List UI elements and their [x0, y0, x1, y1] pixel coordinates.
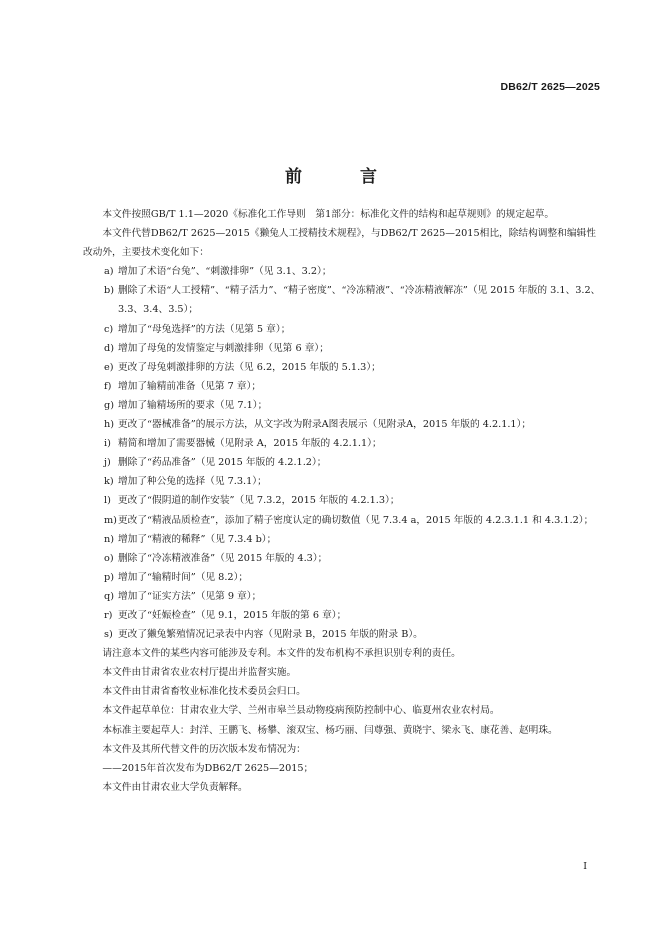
- change-item-marker: p): [104, 571, 114, 583]
- change-item: [83, 472, 603, 491]
- change-item-text: 更改了“精液品质检查”，添加了精子密度认定的确切数值（见 7.3.4 a，2015 年版的 4.2.3.1.1 和 4.3.1.2）；: [118, 514, 594, 526]
- change-item-text: 增加了输精场所的要求（见 7.1）；: [118, 399, 268, 411]
- page-title: 前 言: [285, 167, 403, 187]
- change-item-marker: b): [104, 285, 114, 297]
- change-item: [83, 281, 603, 319]
- change-item: [83, 262, 603, 281]
- closing-paragraph: 本文件及其所代替文件的历次版本发布情况为：: [102, 743, 306, 755]
- change-item: [83, 625, 603, 644]
- change-item-text: 增加了“输精时间”（见 8.2）；: [118, 571, 249, 583]
- change-item: [83, 549, 603, 568]
- change-item: [83, 530, 603, 549]
- change-item: [83, 320, 603, 339]
- change-item-text: 精简和增加了需要器械（见附录 A，2015 年版的 4.2.1.1）；: [118, 438, 382, 450]
- change-item-text: 更改了“妊娠检查”（见 9.1，2015 年版的第 6 章）；: [118, 609, 347, 621]
- intro-paragraph: 本文件按照GB/T 1.1—2020《标准化工作导则 第1部分：标准化文件的结构和起草规则》的规定起草。: [102, 209, 555, 220]
- change-item: [83, 339, 603, 358]
- change-item-text: 删除了术语“人工授精”、“精子活力”、“精子密度”、“冷冻精液”、“冷冻精液解冻”（见 2015 年版的 3.1、3.2、3.3、3.4、3.5）；: [118, 285, 601, 316]
- change-item-marker: q): [104, 590, 114, 602]
- change-item-marker: o): [104, 552, 114, 564]
- change-item-marker: g): [104, 399, 114, 411]
- change-item-marker: e): [104, 361, 114, 373]
- closing-paragraph: 本文件起草单位：甘肃农业大学、兰州市皋兰县动物疫病预防控制中心、临夏州农业农村局。: [102, 705, 500, 717]
- change-item: [83, 568, 603, 587]
- page-number: I: [583, 861, 587, 872]
- change-item-text: 更改了獭兔繁殖情况记录表中内容（见附录 B，2015 年版的附录 B）。: [118, 629, 423, 641]
- closing-paragraph: 本文件由甘肃农业大学负责解释。: [102, 781, 248, 793]
- change-item: [83, 358, 603, 377]
- change-item-marker: i): [104, 438, 111, 450]
- intro-paragraph: 本文件代替DB62/T 2625—2015《獭兔人工授精技术规程》，与DB62/T 2625—2015相比，除结构调整和编辑性改动外，主要技术变化如下：: [83, 228, 596, 259]
- change-item-text: 删除了“冷冻精液准备”（见 2015 年版的 4.3）；: [118, 552, 328, 564]
- change-item-marker: a): [104, 266, 114, 278]
- change-item-marker: d): [104, 342, 114, 354]
- change-item-text: 增加了“精液的稀释”（见 7.3.4 b）；: [118, 533, 277, 545]
- change-item: [83, 587, 603, 606]
- change-item: [83, 434, 603, 453]
- change-item-text: 增加了种公兔的选择（见 7.3.1）；: [118, 476, 267, 488]
- change-item-text: 增加了“证实方法”（见第 9 章）；: [118, 590, 262, 602]
- change-item-marker: r): [104, 609, 113, 621]
- change-item-marker: f): [104, 380, 112, 392]
- change-item: [83, 606, 603, 625]
- closing-paragraph: 本文件由甘肃省农业农村厅提出并监督实施。: [102, 667, 297, 679]
- closing-section: [83, 644, 603, 797]
- change-item: [83, 491, 603, 510]
- change-item-marker: h): [104, 419, 115, 431]
- change-item-text: 增加了母兔的发情鉴定与刺激排卵（见第 6 章）；: [118, 342, 329, 354]
- change-list: [83, 262, 603, 644]
- closing-paragraph: 本标准主要起草人：封洋、王鹏飞、杨攀、滚双宝、杨巧丽、闫尊强、黄晓宇、梁永飞、康花善、赵明珠。: [102, 724, 558, 736]
- closing-paragraph: ——2015年首次发布为DB62/T 2625—2015；: [102, 762, 314, 774]
- change-item-text: 增加了输精前准备（见第 7 章）；: [118, 380, 262, 392]
- change-item: [83, 415, 603, 434]
- change-item-text: 更改了“假阴道的制作安装”（见 7.3.2，2015 年版的 4.2.1.3）；: [118, 495, 400, 507]
- change-item-marker: j): [104, 457, 111, 469]
- change-item: [83, 453, 603, 472]
- closing-paragraph: 本文件由甘肃省畜牧业标准化技术委员会归口。: [102, 686, 306, 698]
- change-item-marker: m): [104, 514, 117, 526]
- change-item: [83, 377, 603, 396]
- foreword-body: [83, 205, 603, 797]
- change-item-marker: c): [104, 323, 114, 335]
- change-item-text: 增加了“母兔选择”的方法（见第 5 章）；: [118, 323, 291, 335]
- change-item-text: 更改了母兔刺激排卵的方法（见 6.2，2015 年版的 5.1.3）；: [118, 361, 381, 373]
- change-item-text: 删除了“药品准备”（见 2015 年版的 4.2.1.2）；: [118, 457, 327, 469]
- document-code: DB62/T 2625—2025: [500, 81, 600, 93]
- change-item: [83, 396, 603, 415]
- change-item-text: 更改了“器械准备”的展示方法，从文字改为附录A图表展示（见附录A，2015 年版的 4.2.1.1）；: [118, 419, 532, 431]
- change-item-marker: l): [104, 495, 111, 507]
- change-item-marker: k): [104, 476, 114, 488]
- change-item: [83, 511, 603, 530]
- change-item-marker: s): [104, 629, 113, 641]
- change-item-marker: n): [104, 533, 115, 545]
- closing-paragraph: 请注意本文件的某些内容可能涉及专利。本文件的发布机构不承担识别专利的责任。: [102, 648, 461, 660]
- change-item-text: 增加了术语“台兔”、“刺激排卵”（见 3.1、3.2）；: [118, 266, 332, 278]
